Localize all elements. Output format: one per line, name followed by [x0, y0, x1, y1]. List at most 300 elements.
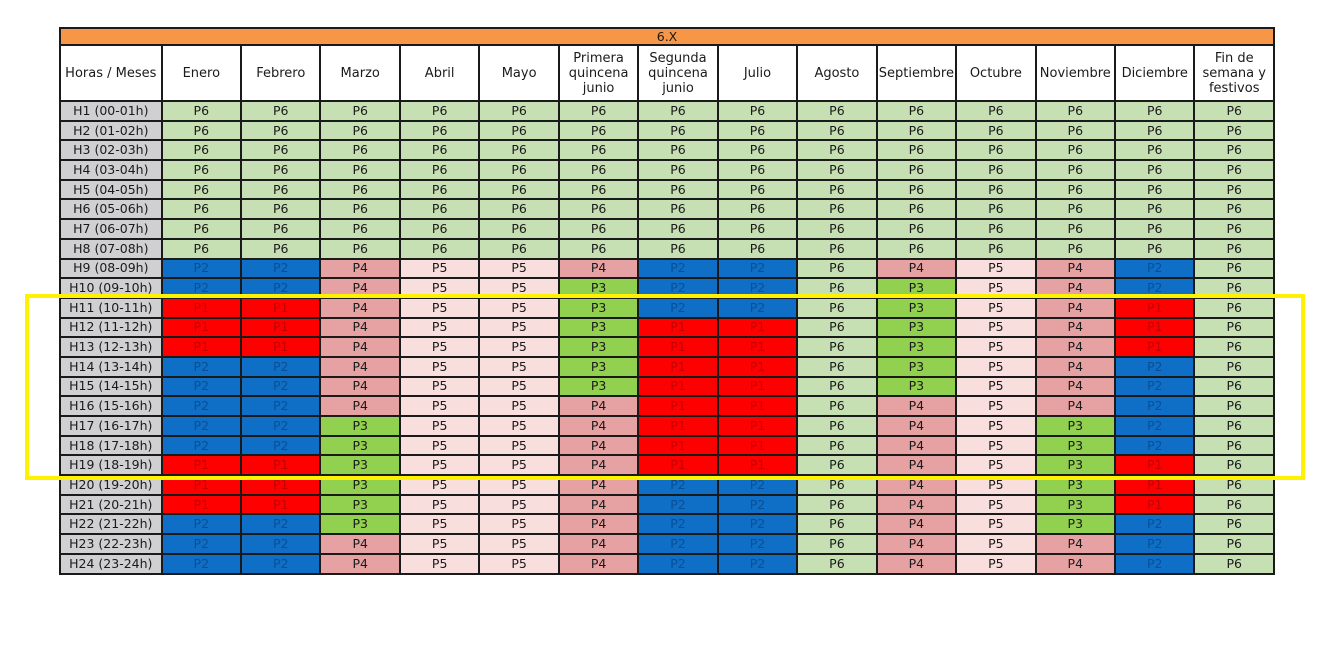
period-cell: P5 — [956, 337, 1035, 357]
period-cell: P6 — [400, 121, 479, 141]
period-cell: P6 — [479, 160, 558, 180]
period-cell: P6 — [1194, 219, 1274, 239]
period-cell: P6 — [638, 121, 717, 141]
hour-label: H15 (14-15h) — [60, 377, 162, 397]
month-header: Marzo — [320, 45, 399, 101]
period-cell: P6 — [797, 121, 876, 141]
period-cell: P2 — [718, 554, 797, 574]
period-cell: P6 — [1194, 160, 1274, 180]
period-cell: P6 — [956, 160, 1035, 180]
period-cell: P6 — [241, 160, 320, 180]
period-cell: P5 — [956, 455, 1035, 475]
period-cell: P5 — [479, 259, 558, 279]
period-cell: P4 — [877, 416, 956, 436]
period-cell: P5 — [400, 318, 479, 338]
period-cell: P6 — [559, 121, 638, 141]
period-cell: P5 — [479, 278, 558, 298]
period-cell: P6 — [797, 101, 876, 121]
period-cell: P1 — [718, 318, 797, 338]
month-header: Mayo — [479, 45, 558, 101]
period-cell: P4 — [320, 377, 399, 397]
period-cell: P5 — [479, 318, 558, 338]
period-cell: P6 — [797, 219, 876, 239]
period-cell: P5 — [400, 337, 479, 357]
period-cell: P6 — [797, 298, 876, 318]
period-cell: P4 — [559, 554, 638, 574]
period-cell: P4 — [559, 534, 638, 554]
hour-label: H8 (07-08h) — [60, 239, 162, 259]
hour-label: H22 (21-22h) — [60, 514, 162, 534]
period-cell: P6 — [718, 180, 797, 200]
period-cell: P2 — [241, 377, 320, 397]
period-cell: P6 — [1115, 239, 1194, 259]
period-cell: P6 — [162, 121, 241, 141]
period-cell: P1 — [638, 357, 717, 377]
table-row — [60, 160, 1274, 180]
period-cell: P6 — [877, 239, 956, 259]
period-cell: P6 — [1036, 101, 1115, 121]
table-row — [60, 239, 1274, 259]
period-cell: P6 — [1194, 514, 1274, 534]
period-cell: P5 — [956, 534, 1035, 554]
period-cell: P6 — [1194, 337, 1274, 357]
period-cell: P1 — [718, 337, 797, 357]
period-cell: P6 — [797, 259, 876, 279]
period-cell: P5 — [400, 475, 479, 495]
month-header: Octubre — [956, 45, 1035, 101]
period-cell: P5 — [479, 357, 558, 377]
period-cell: P1 — [241, 337, 320, 357]
period-cell: P6 — [479, 101, 558, 121]
hour-label: H20 (19-20h) — [60, 475, 162, 495]
period-cell: P4 — [320, 259, 399, 279]
period-cell: P6 — [797, 514, 876, 534]
table-row — [60, 180, 1274, 200]
period-cell: P6 — [956, 219, 1035, 239]
period-cell: P6 — [1115, 121, 1194, 141]
period-cell: P5 — [400, 278, 479, 298]
period-cell: P3 — [877, 357, 956, 377]
period-cell: P6 — [797, 396, 876, 416]
hour-label: H12 (11-12h) — [60, 318, 162, 338]
period-cell: P5 — [479, 298, 558, 318]
period-cell: P6 — [1115, 219, 1194, 239]
period-cell: P6 — [162, 140, 241, 160]
period-cell: P1 — [1115, 495, 1194, 515]
period-cell: P6 — [797, 475, 876, 495]
table-row — [60, 219, 1274, 239]
period-cell: P4 — [559, 495, 638, 515]
month-header: Primera quincena junio — [559, 45, 638, 101]
period-cell: P2 — [241, 259, 320, 279]
period-cell: P4 — [320, 337, 399, 357]
period-cell: P5 — [956, 514, 1035, 534]
period-cell: P4 — [1036, 534, 1115, 554]
period-cell: P6 — [1194, 357, 1274, 377]
period-cell: P6 — [400, 180, 479, 200]
period-cell: P5 — [479, 534, 558, 554]
period-cell: P2 — [1115, 396, 1194, 416]
period-cell: P6 — [241, 140, 320, 160]
period-cell: P5 — [956, 396, 1035, 416]
period-cell: P6 — [718, 199, 797, 219]
period-cell: P6 — [320, 239, 399, 259]
month-header: Septiembre — [877, 45, 956, 101]
period-cell: P6 — [1194, 416, 1274, 436]
period-cell: P4 — [1036, 396, 1115, 416]
period-cell: P6 — [1194, 278, 1274, 298]
period-cell: P4 — [877, 455, 956, 475]
period-cell: P6 — [1194, 121, 1274, 141]
period-cell: P2 — [638, 495, 717, 515]
period-cell: P5 — [479, 554, 558, 574]
period-cell: P5 — [479, 416, 558, 436]
period-cell: P6 — [400, 140, 479, 160]
period-cell: P3 — [559, 278, 638, 298]
period-cell: P6 — [877, 160, 956, 180]
period-cell: P6 — [1194, 180, 1274, 200]
period-cell: P6 — [797, 160, 876, 180]
period-cell: P3 — [320, 455, 399, 475]
period-cell: P1 — [638, 337, 717, 357]
period-cell: P3 — [559, 318, 638, 338]
period-cell: P2 — [718, 298, 797, 318]
table-row — [60, 121, 1274, 141]
period-cell: P2 — [718, 278, 797, 298]
period-cell: P6 — [718, 140, 797, 160]
period-cell: P6 — [320, 101, 399, 121]
period-cell: P6 — [559, 239, 638, 259]
month-header: Julio — [718, 45, 797, 101]
period-cell: P6 — [956, 121, 1035, 141]
period-cell: P5 — [479, 514, 558, 534]
period-cell: P2 — [1115, 357, 1194, 377]
hour-label: H4 (03-04h) — [60, 160, 162, 180]
header-row — [60, 45, 1274, 101]
hour-label: H21 (20-21h) — [60, 495, 162, 515]
period-cell: P4 — [877, 534, 956, 554]
title-row — [60, 28, 1274, 45]
period-cell: P5 — [400, 554, 479, 574]
period-cell: P6 — [559, 101, 638, 121]
tariff-period-table-container — [59, 27, 1275, 575]
table-row — [60, 534, 1274, 554]
period-cell: P6 — [479, 140, 558, 160]
period-cell: P3 — [1036, 416, 1115, 436]
hour-label: H23 (22-23h) — [60, 534, 162, 554]
period-cell: P1 — [638, 436, 717, 456]
period-cell: P1 — [241, 455, 320, 475]
period-cell: P6 — [1115, 199, 1194, 219]
period-cell: P2 — [241, 534, 320, 554]
hour-label: H10 (09-10h) — [60, 278, 162, 298]
period-cell: P5 — [956, 495, 1035, 515]
period-cell: P6 — [320, 180, 399, 200]
hour-label: H24 (23-24h) — [60, 554, 162, 574]
period-cell: P4 — [559, 514, 638, 534]
period-cell: P5 — [479, 337, 558, 357]
period-cell: P2 — [1115, 416, 1194, 436]
tariff-period-table — [59, 27, 1275, 575]
period-cell: P6 — [1194, 475, 1274, 495]
period-cell: P6 — [241, 239, 320, 259]
period-cell: P6 — [559, 219, 638, 239]
period-cell: P6 — [956, 101, 1035, 121]
period-cell: P3 — [877, 318, 956, 338]
period-cell: P6 — [1036, 199, 1115, 219]
period-cell: P6 — [638, 180, 717, 200]
period-cell: P6 — [400, 160, 479, 180]
period-cell: P4 — [1036, 357, 1115, 377]
period-cell: P6 — [1194, 318, 1274, 338]
period-cell: P2 — [162, 278, 241, 298]
period-cell: P6 — [797, 199, 876, 219]
hour-label: H11 (10-11h) — [60, 298, 162, 318]
period-cell: P4 — [559, 475, 638, 495]
period-cell: P1 — [718, 357, 797, 377]
table-row — [60, 140, 1274, 160]
hour-label: H14 (13-14h) — [60, 357, 162, 377]
period-cell: P6 — [797, 495, 876, 515]
period-cell: P4 — [559, 436, 638, 456]
table-row — [60, 199, 1274, 219]
period-cell: P1 — [638, 377, 717, 397]
period-cell: P4 — [320, 554, 399, 574]
period-cell: P5 — [956, 318, 1035, 338]
period-cell: P2 — [162, 534, 241, 554]
period-cell: P6 — [797, 534, 876, 554]
period-cell: P5 — [400, 377, 479, 397]
period-cell: P4 — [877, 436, 956, 456]
period-cell: P6 — [718, 101, 797, 121]
period-cell: P4 — [559, 259, 638, 279]
period-cell: P3 — [1036, 436, 1115, 456]
period-cell: P6 — [320, 219, 399, 239]
period-cell: P2 — [638, 259, 717, 279]
period-cell: P2 — [162, 396, 241, 416]
period-cell: P6 — [1036, 160, 1115, 180]
period-cell: P6 — [1194, 554, 1274, 574]
period-cell: P6 — [797, 416, 876, 436]
period-cell: P4 — [877, 554, 956, 574]
period-cell: P6 — [877, 140, 956, 160]
period-cell: P6 — [1194, 436, 1274, 456]
period-cell: P3 — [1036, 495, 1115, 515]
period-cell: P4 — [320, 278, 399, 298]
period-cell: P1 — [162, 475, 241, 495]
hours-months-header: Horas / Meses — [60, 45, 162, 101]
period-cell: P1 — [241, 298, 320, 318]
period-cell: P6 — [1194, 455, 1274, 475]
period-cell: P4 — [320, 318, 399, 338]
period-cell: P6 — [559, 140, 638, 160]
period-cell: P6 — [400, 199, 479, 219]
period-cell: P6 — [400, 101, 479, 121]
period-cell: P1 — [162, 318, 241, 338]
period-cell: P4 — [1036, 318, 1115, 338]
period-cell: P5 — [400, 455, 479, 475]
hour-label: H9 (08-09h) — [60, 259, 162, 279]
period-cell: P6 — [797, 140, 876, 160]
month-header: Agosto — [797, 45, 876, 101]
period-cell: P6 — [400, 239, 479, 259]
period-cell: P5 — [956, 298, 1035, 318]
hour-label: H5 (04-05h) — [60, 180, 162, 200]
period-cell: P6 — [479, 219, 558, 239]
table-row — [60, 455, 1274, 475]
period-cell: P6 — [1036, 219, 1115, 239]
period-cell: P6 — [797, 455, 876, 475]
period-cell: P6 — [1194, 199, 1274, 219]
period-cell: P2 — [638, 278, 717, 298]
period-cell: P5 — [479, 475, 558, 495]
period-cell: P1 — [1115, 475, 1194, 495]
period-cell: P6 — [1115, 160, 1194, 180]
period-cell: P2 — [718, 475, 797, 495]
period-cell: P2 — [241, 357, 320, 377]
period-cell: P6 — [479, 199, 558, 219]
period-cell: P6 — [877, 199, 956, 219]
month-header: Segunda quincena junio — [638, 45, 717, 101]
period-cell: P2 — [241, 514, 320, 534]
hour-label: H19 (18-19h) — [60, 455, 162, 475]
hour-label: H16 (15-16h) — [60, 396, 162, 416]
period-cell: P1 — [162, 298, 241, 318]
period-cell: P2 — [241, 396, 320, 416]
period-cell: P6 — [559, 180, 638, 200]
period-cell: P6 — [320, 199, 399, 219]
period-cell: P2 — [1115, 278, 1194, 298]
period-cell: P2 — [162, 436, 241, 456]
period-cell: P2 — [241, 416, 320, 436]
period-cell: P4 — [877, 396, 956, 416]
hour-label: H3 (02-03h) — [60, 140, 162, 160]
period-cell: P6 — [241, 180, 320, 200]
month-header: Abril — [400, 45, 479, 101]
period-cell: P6 — [1115, 101, 1194, 121]
period-cell: P5 — [479, 436, 558, 456]
period-cell: P6 — [638, 219, 717, 239]
period-cell: P4 — [1036, 259, 1115, 279]
period-cell: P6 — [797, 239, 876, 259]
period-cell: P6 — [479, 121, 558, 141]
table-row — [60, 259, 1274, 279]
period-cell: P6 — [1036, 239, 1115, 259]
period-cell: P2 — [1115, 554, 1194, 574]
period-cell: P2 — [638, 534, 717, 554]
month-header: Diciembre — [1115, 45, 1194, 101]
period-cell: P6 — [162, 219, 241, 239]
table-row — [60, 514, 1274, 534]
period-cell: P1 — [241, 475, 320, 495]
period-cell: P6 — [1194, 140, 1274, 160]
period-cell: P6 — [162, 160, 241, 180]
period-cell: P5 — [400, 534, 479, 554]
period-cell: P6 — [638, 199, 717, 219]
period-cell: P4 — [1036, 278, 1115, 298]
table-row — [60, 495, 1274, 515]
period-cell: P2 — [241, 554, 320, 574]
period-cell: P6 — [162, 101, 241, 121]
month-header: Noviembre — [1036, 45, 1115, 101]
period-cell: P1 — [1115, 337, 1194, 357]
period-cell: P2 — [638, 514, 717, 534]
period-cell: P1 — [638, 416, 717, 436]
period-cell: P6 — [797, 318, 876, 338]
period-cell: P6 — [797, 436, 876, 456]
period-cell: P3 — [320, 436, 399, 456]
period-cell: P5 — [479, 455, 558, 475]
period-cell: P6 — [162, 180, 241, 200]
period-cell: P5 — [956, 554, 1035, 574]
period-cell: P3 — [559, 357, 638, 377]
period-cell: P2 — [1115, 377, 1194, 397]
table-row — [60, 475, 1274, 495]
period-cell: P6 — [797, 357, 876, 377]
period-cell: P5 — [956, 436, 1035, 456]
hour-label: H1 (00-01h) — [60, 101, 162, 121]
period-cell: P5 — [479, 396, 558, 416]
period-cell: P6 — [877, 219, 956, 239]
table-row — [60, 436, 1274, 456]
period-cell: P1 — [638, 318, 717, 338]
period-cell: P5 — [956, 259, 1035, 279]
period-cell: P6 — [479, 180, 558, 200]
period-cell: P2 — [718, 495, 797, 515]
period-cell: P6 — [718, 160, 797, 180]
period-cell: P4 — [559, 416, 638, 436]
table-row — [60, 278, 1274, 298]
period-cell: P6 — [1194, 101, 1274, 121]
period-cell: P6 — [797, 554, 876, 574]
period-cell: P6 — [638, 101, 717, 121]
period-cell: P6 — [559, 199, 638, 219]
period-cell: P5 — [956, 475, 1035, 495]
period-cell: P6 — [718, 121, 797, 141]
period-cell: P6 — [559, 160, 638, 180]
period-cell: P4 — [877, 475, 956, 495]
period-cell: P3 — [877, 377, 956, 397]
month-header: Enero — [162, 45, 241, 101]
period-cell: P1 — [241, 495, 320, 515]
period-cell: P1 — [162, 495, 241, 515]
period-cell: P3 — [320, 416, 399, 436]
period-cell: P4 — [320, 357, 399, 377]
period-cell: P4 — [877, 514, 956, 534]
period-cell: P6 — [1194, 534, 1274, 554]
period-cell: P6 — [877, 101, 956, 121]
period-cell: P5 — [956, 416, 1035, 436]
period-cell: P3 — [559, 298, 638, 318]
month-header: Febrero — [241, 45, 320, 101]
period-cell: P6 — [320, 121, 399, 141]
period-cell: P4 — [877, 259, 956, 279]
period-cell: P6 — [400, 219, 479, 239]
period-cell: P4 — [320, 298, 399, 318]
period-cell: P2 — [241, 436, 320, 456]
period-cell: P6 — [1194, 259, 1274, 279]
period-cell: P3 — [1036, 455, 1115, 475]
period-cell: P1 — [241, 318, 320, 338]
period-cell: P2 — [162, 554, 241, 574]
period-cell: P6 — [638, 239, 717, 259]
period-cell: P6 — [797, 337, 876, 357]
period-cell: P3 — [1036, 514, 1115, 534]
period-cell: P3 — [1036, 475, 1115, 495]
period-cell: P5 — [956, 377, 1035, 397]
period-cell: P5 — [400, 396, 479, 416]
period-cell: P6 — [797, 180, 876, 200]
